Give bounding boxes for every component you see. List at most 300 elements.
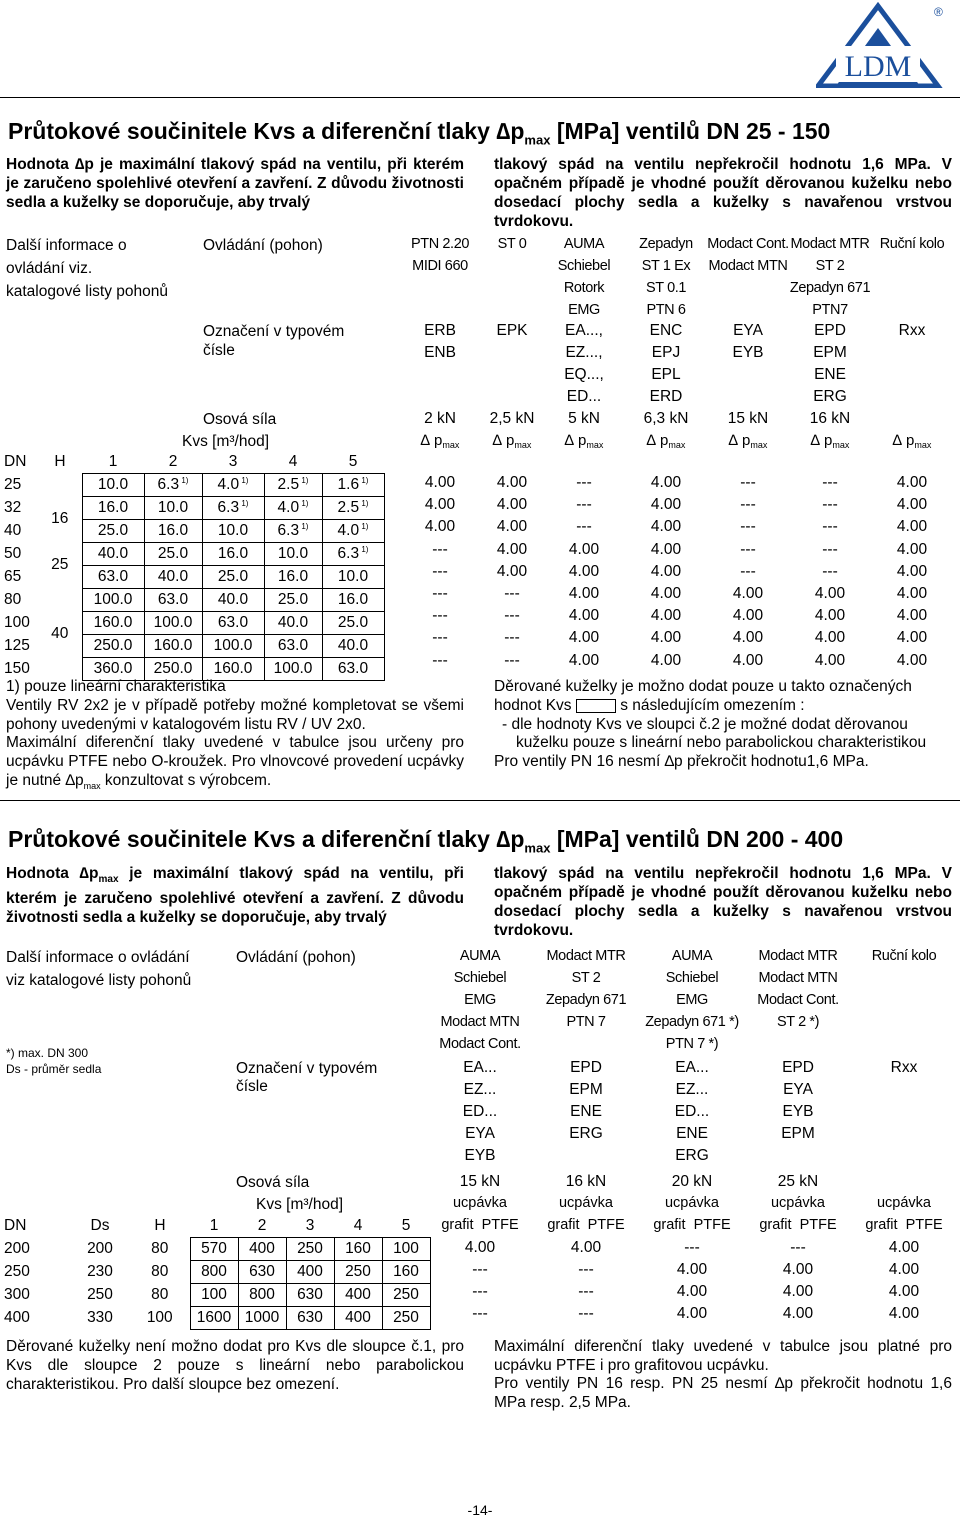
cell-dim: 80 [151,1240,169,1257]
actuator-name: Zepadyn 671 [545,992,627,1008]
cell-kvs: 6.3 $^{1)}$ [144,474,202,497]
cell-kvs: 400 [334,1284,382,1307]
packing-types: grafit PTFE [441,1217,519,1233]
cell-kvs: 25.0 [264,589,322,612]
actuator-name: PTN7 [812,302,848,318]
table-row [0,1284,430,1307]
cell-kvs: 160.0 [82,612,144,635]
cell-kvs: 16.0 [82,497,144,520]
type-code: ED... [566,388,602,405]
type-code: ENE [570,1103,602,1120]
table-row [0,474,384,497]
middle-rule [0,800,960,801]
section1-note-right-1: Děrované kuželky je možno dodat pouze u takto označených [494,678,912,695]
cell-kvs: 63.0 [82,566,144,589]
actuator-name: EMG [568,302,600,318]
actuator-name: Modact MTR [758,948,838,964]
dp-value: --- [578,1283,594,1300]
cell-kvs: 100.0 [202,635,264,658]
type-code: EYA [733,322,763,339]
dp-value: 4.00 [732,651,764,669]
actuator-name: Zepadyn [639,236,693,252]
header-kvs-col: 1 [108,453,118,470]
page-number: -14- [467,1502,493,1518]
cell-dn: 50 [4,545,22,562]
actuator-name: MIDI 660 [412,258,468,274]
section1-label-oznaceni-2: čísle [203,342,235,359]
dp-value: 4.00 [732,629,764,647]
section1-info-3: katalogové listy pohonů [6,283,169,300]
type-code: ERB [424,322,456,339]
actuator-name: AUMA [459,948,501,964]
svg-text:LDM: LDM [844,50,912,83]
section1-note-1: 1) pouze lineární charakteristika [6,678,226,695]
section1-title: Průtokové součinitele Kvs a diferenční tlaky $\Delta p_{max}$ [MPa] ventilů DN 25 - 150 [8,118,831,148]
section1-info-2: ovládání viz. [6,260,93,277]
type-code: ERD [649,388,683,405]
cell-dim: 400 [4,1309,30,1326]
type-code: EZ..., [565,344,603,361]
dp-value: 4.00 [496,518,528,536]
dp-value: 4.00 [782,1261,814,1278]
type-code: EPL [651,366,681,383]
cell-kvs: 10.0 [82,474,144,497]
cell-kvs: 360.0 [82,658,144,681]
header-cell: 1 [209,1217,219,1234]
cell-kvs: 2.5 $^{1)}$ [264,474,322,497]
dp-max-label: ∆ $p_{max}$ [646,432,686,450]
cell-kvs: 160 [334,1238,382,1261]
marked-value-box [576,699,616,713]
dp-value: 4.00 [732,585,764,602]
type-code: Rxx [898,322,926,339]
cell-kvs: 40.0 [322,635,384,658]
cell-kvs: 6.3 $^{1)}$ [202,497,264,520]
cell-dn: 100 [4,614,30,631]
actuator-name: Ruční kolo [871,948,937,964]
dp-value: 4.00 [650,562,682,580]
dp-value: --- [822,518,838,536]
section2-label-oznaceni-2: čísle [236,1078,268,1095]
actuator-name: AUMA [563,236,605,252]
cell-kvs: 400 [286,1261,334,1284]
dp-value: 4.00 [782,1283,814,1300]
dp-value: 4.00 [888,1239,920,1256]
table-row [0,543,384,566]
header-cell: 5 [401,1217,411,1234]
actuator-name: Zepadyn 671 *) [645,1014,739,1030]
dp-value: 4.00 [896,651,928,669]
cell-kvs: 1.6 $^{1)}$ [322,474,384,497]
dp-value: --- [472,1283,488,1300]
actuator-name: Schiebel [453,970,507,986]
section1-label-kvs: Kvs [m³/hod] [182,433,269,450]
cell-kvs: 250 [334,1261,382,1284]
axial-force: 16 kN [809,410,851,427]
cell-kvs: 25.0 [82,520,144,543]
cell-dn: 80 [4,591,22,608]
dp-value: 4.00 [496,540,528,558]
actuator-name: ST 0 [497,236,527,252]
table-row [0,497,384,520]
section1-label-oznaceni-1: Označení v typovém [203,323,345,340]
packing-label: ucpávka [876,1195,931,1211]
dp-value: --- [822,496,838,514]
dp-max-label: ∆ $p_{max}$ [420,432,460,450]
section2-info-1: Další informace o ovládání [6,949,190,966]
axial-force: 15 kN [727,410,769,427]
section2-footnote-2: Ds - průměr sedla [6,1062,102,1076]
section2-note-right-2: Pro ventily PN 16 resp. PN 25 nesmí ∆p překročit hodnotu 1,6 MPa resp. 2,5 MPa. [494,1375,952,1411]
section2-kvs-table [0,1215,431,1330]
cell-kvs: 400 [238,1238,286,1261]
dp-value: 4.00 [896,562,928,580]
type-code: EZ... [463,1081,497,1098]
cell-dn: 65 [4,568,22,585]
dp-value: --- [504,585,520,602]
cell-kvs: 6.3 $^{1)}$ [264,520,322,543]
dp-max-label: ∆ $p_{max}$ [810,432,850,450]
type-code: EPD [782,1059,814,1076]
cell-kvs: 250.0 [82,635,144,658]
dp-value: 4.00 [814,585,846,602]
type-code: EZ... [675,1081,709,1098]
cell-dim: 100 [146,1309,173,1326]
cell-dim: 250 [87,1286,113,1303]
dp-value: 4.00 [650,585,682,602]
dp-value: 4.00 [676,1261,708,1278]
header-cell: 2 [257,1217,267,1234]
dp-value: --- [432,540,448,558]
cell-dn: 150 [4,660,30,677]
section1-note-right-3: - dle hodnoty Kvs ve sloupci č.2 je možné dodat děrovanou [502,716,908,733]
cell-kvs: 1000 [238,1307,286,1330]
cell-kvs: 16.0 [264,566,322,589]
dp-value: 4.00 [650,607,682,625]
dp-value: 4.00 [896,629,928,647]
section2-intro-left: Hodnota $\Delta p_{max}$ je maximální tlakový spád na ventilu, při kterém je zaručeno spolehlivé otevření a zavření. Z důvodu životnosti sedla a kuželky se doporučuje, aby trvalý [6,865,464,927]
dp-value: 4.00 [496,562,528,580]
cell-kvs: 4.0 $^{1)}$ [322,520,384,543]
table-row [0,1261,430,1284]
section1-intro-left: Hodnota ∆p je maximální tlakový spád na ventilu, při kterém je zaručeno spolehlivé otevření a zavření. Z důvodu životnosti sedla a kuželky se doporučuje, aby trvalý [6,156,464,211]
dp-value: 4.00 [888,1261,920,1278]
cell-kvs: 25.0 [144,543,202,566]
packing-label: ucpávka [664,1195,719,1211]
cell-kvs: 160.0 [144,635,202,658]
cell-dim: 80 [151,1263,169,1280]
header-cell: Ds [90,1217,110,1235]
cell-kvs: 6.3 $^{1)}$ [322,543,384,566]
table-header-row [0,451,384,474]
actuator-name: EMG [676,992,708,1008]
dp-value: 4.00 [814,651,846,669]
dp-value: --- [578,1305,594,1322]
cell-kvs: 100.0 [82,589,144,612]
cell-dn: 40 [4,522,22,539]
dp-value: 4.00 [888,1305,920,1322]
cell-kvs: 630 [286,1284,334,1307]
section2-footnote-1: *) max. DN 300 [6,1046,89,1060]
actuator-name: ST 0.1 [645,280,687,296]
actuator-name: AUMA [671,948,713,964]
svg-text:®: ® [934,5,943,19]
header-cell: H [154,1217,166,1235]
section1-intro-right: tlakový spád na ventilu nepřekročil hodnotu 1,6 MPa. V opačném případě je vhodné použít děrovanou kuželku nebo dosedací plochy sedla a kuželky s navařenou vrstvou tvrdokovu. [494,156,952,230]
cell-kvs: 25.0 [202,566,264,589]
section1-info-1: Další informace o [6,237,127,254]
section1-note-right-4: kuželku pouze s lineární nebo parabolickou charakteristikou [516,734,927,751]
section1-note-2: Ventily RV 2x2 je v případě potřeby možné kompletovat se všemi pohony uvedenými v katalogovém listu RV / UV 2x0. [6,697,464,733]
axial-force: 2,5 kN [489,410,535,427]
dp-value: --- [472,1305,488,1322]
cell-kvs: 160.0 [202,658,264,681]
actuator-name: PTN 7 [566,1014,606,1030]
actuator-name: Modact Cont. [439,1036,521,1052]
dp-value: 4.00 [464,1239,496,1256]
cell-kvs: 25.0 [322,612,384,635]
actuator-name: Schiebel [557,258,611,274]
type-code: EPK [496,322,528,339]
header-cell: 3 [305,1217,315,1234]
dp-value: 4.00 [888,1283,920,1300]
type-code: EYA [465,1125,495,1142]
dp-value: 4.00 [568,585,600,602]
dp-value: 4.00 [568,540,600,558]
dp-value: --- [822,540,838,558]
table-row [0,612,384,635]
cell-kvs: 10.0 [202,520,264,543]
cell-dim: 200 [4,1240,30,1257]
actuator-name: ST 2 *) [776,1014,820,1030]
dp-value: 4.00 [896,474,928,491]
cell-dim: 80 [151,1286,169,1303]
type-code: EPM [569,1081,603,1098]
dp-max-label: ∆ $p_{max}$ [728,432,768,450]
dp-max-label: ∆ $p_{max}$ [492,432,532,450]
axial-force: 2 kN [424,410,456,427]
ldm-logo [816,2,946,88]
packing-label: ucpávka [452,1195,507,1211]
section1-note-right-2: hodnot Kvs s následujícím omezením : [494,697,805,714]
dp-value: 4.00 [814,629,846,647]
section2-info-2: viz katalogové listy pohonů [6,972,192,989]
cell-kvs: 630 [238,1261,286,1284]
cell-h: 25 [51,556,69,573]
cell-h: 16 [51,510,69,527]
dp-value: 4.00 [676,1305,708,1322]
cell-kvs: 10.0 [144,497,202,520]
dp-value: --- [504,607,520,625]
actuator-name: PTN 7 *) [665,1036,719,1052]
cell-dn: 25 [4,476,22,493]
dp-value: 4.00 [896,518,928,536]
dp-value: --- [740,540,756,558]
type-code: EYB [782,1103,814,1120]
dp-value: --- [740,474,756,491]
type-code: EA..., [565,322,603,339]
table-row [0,589,384,612]
actuator-name: Modact MTN [708,258,788,274]
cell-kvs: 16.0 [144,520,202,543]
cell-h [38,474,82,497]
dp-value: 4.00 [496,496,528,514]
axial-force: 15 kN [459,1173,501,1190]
cell-kvs: 63.0 [144,589,202,612]
cell-kvs: 2.5 $^{1)}$ [322,497,384,520]
cell-kvs: 250 [382,1307,430,1330]
section2-label-kvs: Kvs [m³/hod] [256,1196,343,1213]
cell-kvs: 250 [286,1238,334,1261]
dp-value: 4.00 [896,496,928,514]
actuator-name: Schiebel [665,970,719,986]
top-rule [0,97,960,98]
type-code: ENE [676,1125,708,1142]
dp-value: 4.00 [782,1305,814,1322]
section2-label-osova: Osová síla [236,1174,310,1191]
table-header-row [0,1215,430,1238]
packing-types: grafit PTFE [865,1217,943,1233]
dp-value: --- [684,1239,700,1256]
section2-label-oznaceni-1: Označení v typovém [236,1060,378,1077]
dp-value: 4.00 [424,518,456,536]
actuator-name: Modact MTN [440,1014,520,1030]
cell-kvs: 63.0 [322,658,384,681]
dp-value: 4.00 [676,1283,708,1300]
cell-h [38,589,82,612]
dp-value: 4.00 [650,496,682,514]
cell-kvs: 10.0 [322,566,384,589]
actuator-name: PTN 6 [646,302,686,318]
cell-h: 40 [51,625,69,642]
dp-value: 4.00 [650,474,682,491]
dp-value: 4.00 [568,562,600,580]
actuator-name: ST 1 Ex [641,258,691,274]
dp-value: 4.00 [650,518,682,536]
dp-value: --- [432,629,448,647]
dp-value: 4.00 [568,651,600,669]
section1-note-3: Maximální diferenční tlaky uvedené v tabulce jsou určeny pro ucpávku PTFE nebo O-kroužek. Pro vlnovcové provedení ucpávky je nutné $\Delta p_{max}$ konzultovat s výrobcem. [6,734,464,792]
cell-kvs: 63.0 [202,612,264,635]
actuator-name: Modact MTR [546,948,626,964]
type-code: EQ..., [564,366,604,383]
section1-label-osova: Osová síla [203,411,277,428]
section1-kvs-table [0,451,385,681]
dp-value: --- [432,562,448,580]
actuator-name: Modact Cont. [707,236,789,252]
table-row [0,1307,430,1330]
cell-kvs: 100 [382,1238,430,1261]
axial-force: 16 kN [565,1173,607,1190]
actuator-name: Ruční kolo [879,236,945,252]
dp-value: 4.00 [424,474,456,491]
header-kvs-col: 2 [168,453,178,470]
dp-value: 4.00 [814,607,846,625]
cell-kvs: 4.0 $^{1)}$ [202,474,264,497]
packing-types: grafit PTFE [759,1217,837,1233]
type-code: EPJ [651,344,681,361]
axial-force: 25 kN [777,1173,819,1190]
type-code: EPM [781,1125,815,1142]
cell-kvs: 800 [190,1261,238,1284]
cell-dim: 300 [4,1286,30,1303]
dp-value: --- [504,651,520,669]
cell-dim: 250 [4,1263,30,1280]
type-code: EPM [813,344,847,361]
cell-kvs: 250.0 [144,658,202,681]
table-row [0,1238,430,1261]
type-code: EYA [783,1081,813,1098]
dp-value: --- [432,585,448,602]
dp-value: --- [432,607,448,625]
packing-types: grafit PTFE [547,1217,625,1233]
header-cell: DN [4,1217,27,1235]
dp-value: 4.00 [732,607,764,625]
actuator-name: ST 2 [571,970,601,986]
cell-kvs: 100.0 [264,658,322,681]
cell-dim: 200 [87,1240,113,1257]
section2-label-ovladani: Ovládání (pohon) [236,949,356,966]
type-code: EPD [814,322,846,339]
cell-kvs: 800 [238,1284,286,1307]
type-code: EYB [732,344,764,361]
dp-value: 4.00 [896,585,928,602]
cell-kvs: 16.0 [202,543,264,566]
dp-value: --- [576,474,592,491]
dp-value: --- [790,1239,806,1256]
actuator-name: Zepadyn 671 [789,280,871,296]
type-code: ENE [814,366,846,383]
cell-kvs: 630 [286,1307,334,1330]
header-kvs-col: 5 [348,453,358,470]
cell-kvs: 250 [382,1284,430,1307]
axial-force: 6,3 kN [643,410,689,427]
dp-value: --- [576,496,592,514]
cell-kvs: 160 [382,1261,430,1284]
dp-value: --- [576,518,592,536]
dp-max-label: ∆ $p_{max}$ [564,432,604,450]
cell-kvs: 40.0 [82,543,144,566]
type-code: EA... [675,1059,709,1076]
cell-kvs: 40.0 [144,566,202,589]
actuator-name: Modact Cont. [757,992,839,1008]
type-code: EYB [464,1147,496,1164]
dp-value: --- [578,1261,594,1278]
header-kvs-col: 3 [228,453,238,470]
cell-kvs: 400 [334,1307,382,1330]
dp-value: --- [822,562,838,580]
cell-dim: 230 [87,1263,113,1280]
dp-value: 4.00 [650,629,682,647]
actuator-name: Modact MTR [790,236,870,252]
cell-kvs: 100 [190,1284,238,1307]
type-code: EPD [570,1059,602,1076]
dp-value: 4.00 [650,540,682,558]
cell-dn: 32 [4,499,22,516]
dp-value: --- [504,629,520,647]
type-code: ED... [674,1103,710,1120]
packing-label: ucpávka [558,1195,613,1211]
type-code: Rxx [890,1059,918,1076]
type-code: ERG [813,388,847,405]
type-code: ED... [462,1103,498,1120]
section2-note-left: Děrované kuželky není možno dodat pro Kvs dle sloupce č.1, pro Kvs dle sloupce 2 pouze s lineární nebo parabolickou charakteristikou. Pro další sloupce bez omezení. [6,1338,464,1393]
dp-value: 4.00 [896,540,928,558]
dp-value: 4.00 [650,651,682,669]
cell-kvs: 63.0 [264,635,322,658]
type-code: ENB [424,344,456,361]
header-dn: DN [4,453,27,471]
